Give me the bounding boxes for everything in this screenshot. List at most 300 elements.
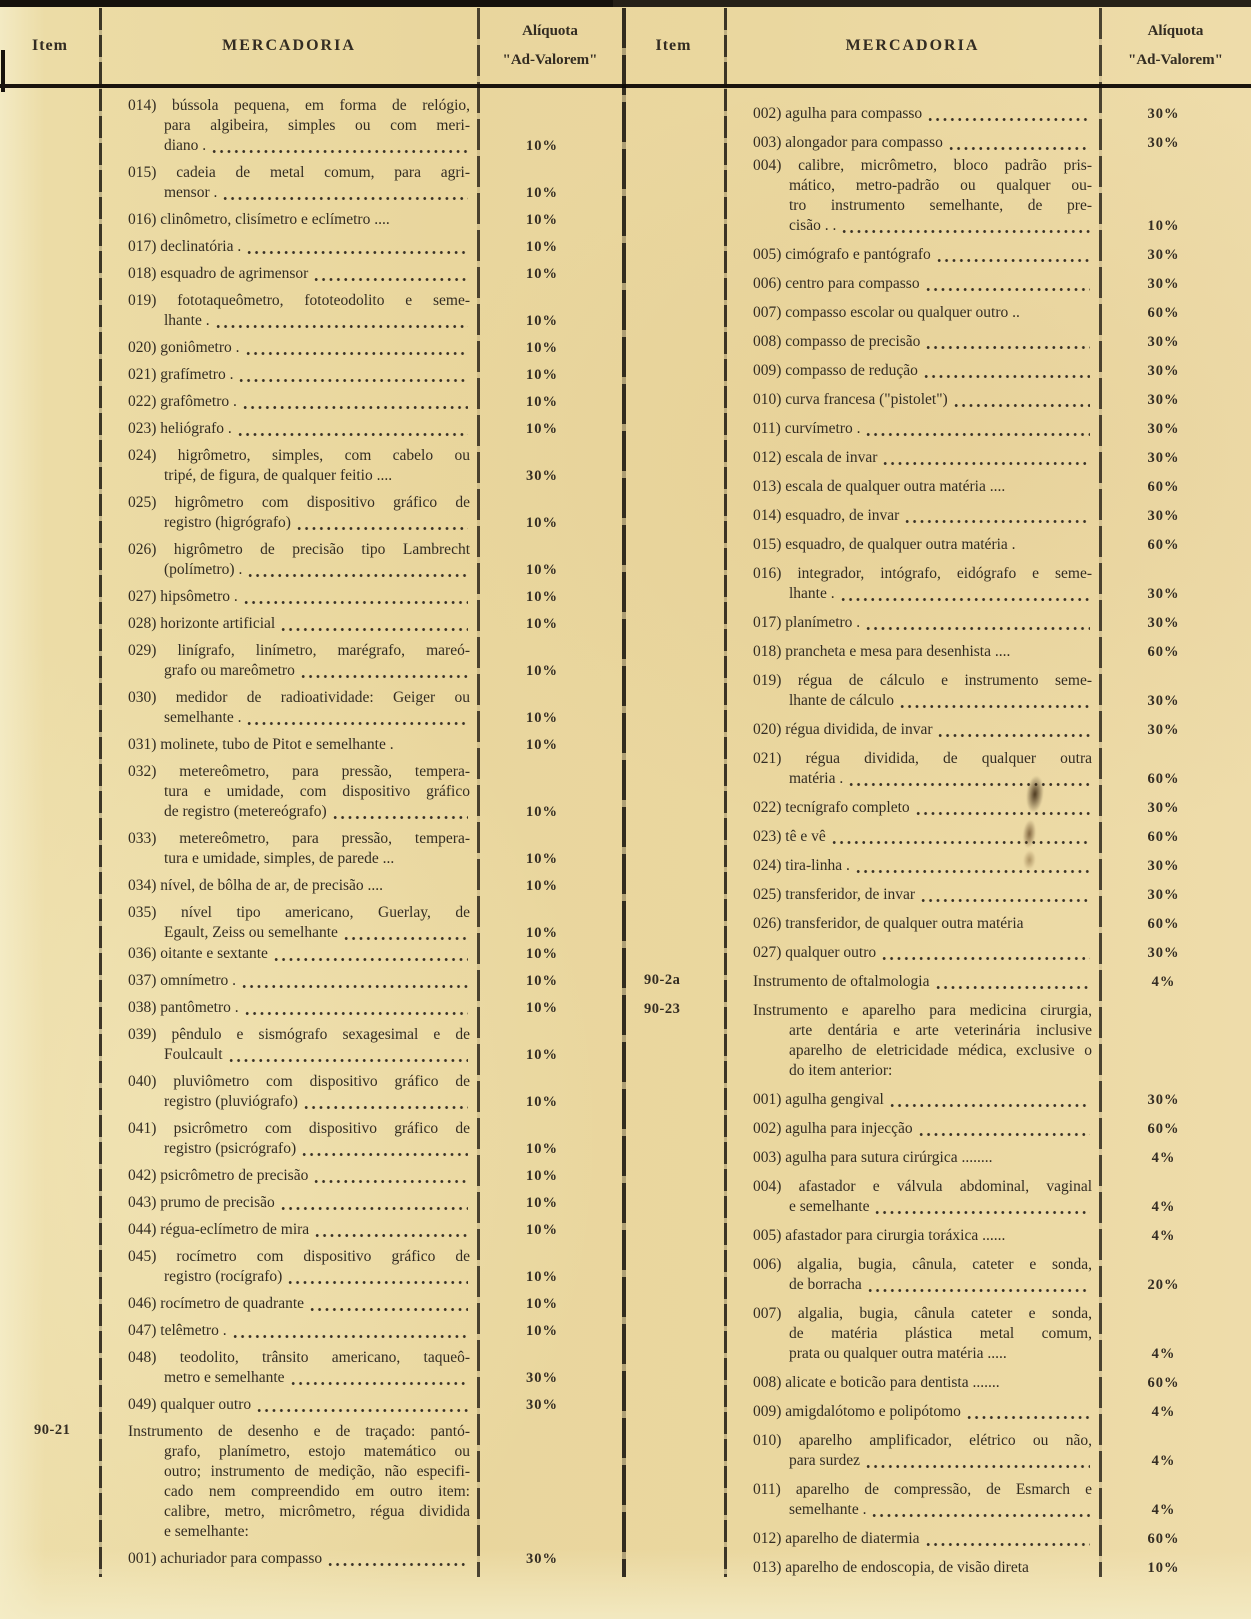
- rate-cell: 60%: [1147, 479, 1180, 495]
- rate-cell: 30%: [526, 468, 558, 484]
- dot-leader: [328, 1561, 468, 1568]
- mercadoria-line: outro; instrumento de medição, não especifi-: [164, 1463, 470, 1480]
- table-row: [0, 1549, 622, 1569]
- rate-cell: 10%: [526, 973, 558, 989]
- table-row: [0, 998, 622, 1018]
- table-row: [0, 446, 622, 486]
- mercadoria-cell: [100, 163, 478, 203]
- mercadoria-line: 039) pêndulo e sismógrafo sexagesimal e de: [128, 1026, 470, 1043]
- table-header-left: [0, 7, 622, 88]
- mercadoria-text: tura e umidade, simples, de parede ...: [164, 850, 395, 867]
- table-row: [0, 1166, 622, 1186]
- mercadoria-line: 041) psicrômetro com dispositivo gráfico de: [128, 1120, 470, 1137]
- rate-cell: 10%: [526, 515, 558, 531]
- column-header-aliquota: [478, 7, 622, 84]
- rate-cell: 30%: [1147, 106, 1180, 122]
- rate-cell: 30%: [1147, 800, 1180, 816]
- table-row: [0, 762, 622, 822]
- rate-cell: 10%: [526, 367, 558, 383]
- rate-cell: 30%: [1147, 450, 1180, 466]
- mercadoria-line: [128, 365, 470, 385]
- rate-cell: 30%: [1147, 858, 1180, 874]
- mercadoria-text: 020) régua dividida, de invar: [753, 721, 933, 738]
- mercadoria-cell: [725, 1529, 1100, 1549]
- dot-leader: [967, 1414, 1090, 1421]
- mercadoria-text: grafo ou mareômetro: [164, 662, 295, 679]
- mercadoria-text: 009) amigdalótomo e polipótomo: [753, 1403, 961, 1420]
- mercadoria-cell: [100, 365, 478, 385]
- mercadoria-line: 004) calibre, micrômetro, bloco padrão pris-: [753, 157, 1092, 174]
- mercadoria-line: [753, 1402, 1092, 1422]
- column-divider: [724, 8, 727, 1577]
- mercadoria-cell: [100, 1348, 478, 1388]
- mercadoria-text: 013) escala de qualquer outra matéria ....: [753, 478, 1006, 495]
- mercadoria-cell: [100, 1422, 478, 1542]
- dot-leader: [288, 1279, 468, 1286]
- table-row: [0, 338, 622, 358]
- rate-cell: 10%: [526, 589, 558, 605]
- table-row: [622, 156, 1251, 236]
- mercadoria-line: 016) integrador, intógrafo, eidógrafo e seme-: [753, 565, 1092, 582]
- mercadoria-line: [164, 1267, 470, 1287]
- mercadoria-line: [753, 720, 1092, 740]
- rate-cell: 60%: [1147, 771, 1180, 787]
- mercadoria-line: [753, 448, 1092, 468]
- dot-leader: [247, 249, 468, 256]
- rate-cell: 30%: [1147, 135, 1180, 151]
- mercadoria-line: [164, 311, 470, 331]
- rate-cell: 30%: [526, 1370, 558, 1386]
- mercadoria-line: 029) linígrafo, linímetro, marégrafo, mareó-: [128, 642, 470, 659]
- mercadoria-text: Egault, Zeiss ou semelhante: [164, 924, 338, 941]
- mercadoria-cell: [100, 264, 478, 284]
- table-row: [622, 1148, 1251, 1168]
- mercadoria-text: do item anterior:: [789, 1062, 893, 1079]
- mercadoria-cell: [100, 641, 478, 681]
- mercadoria-cell: [100, 419, 478, 439]
- dot-leader: [212, 148, 468, 155]
- dot-leader: [856, 868, 1090, 875]
- dot-leader: [245, 1010, 468, 1017]
- table-row: [0, 1193, 622, 1213]
- rate-cell: 30%: [1147, 1092, 1180, 1108]
- mercadoria-line: tura e umidade, com dispositivo gráfico: [164, 783, 470, 800]
- mercadoria-line: [753, 477, 1092, 497]
- mercadoria-line: [789, 1344, 1092, 1364]
- table-row: [0, 392, 622, 412]
- mercadoria-line: 021) régua dividida, de qualquer outra: [753, 750, 1092, 767]
- mercadoria-line: aparelho de eletricidade médica, exclusive o: [789, 1042, 1092, 1059]
- mercadoria-text: 003) alongador para compasso: [753, 134, 943, 151]
- dot-leader: [291, 1380, 468, 1387]
- mercadoria-text: 008) compasso de precisão: [753, 333, 921, 350]
- table-row: [622, 827, 1251, 847]
- table-row: [622, 274, 1251, 294]
- mercadoria-text: registro (rocígrafo): [164, 1268, 283, 1285]
- mercadoria-line: [164, 466, 470, 486]
- table-row: [0, 1220, 622, 1240]
- table-row: [622, 613, 1251, 633]
- rate-cell: 10%: [526, 804, 558, 820]
- dot-leader: [937, 257, 1090, 264]
- mercadoria-line: [753, 642, 1092, 662]
- rate-cell: 4%: [1151, 974, 1176, 990]
- mercadoria-line: [753, 1090, 1092, 1110]
- table-row: [0, 944, 622, 964]
- mercadoria-text: 031) molinete, tubo de Pitot e semelhante .: [128, 736, 394, 753]
- dot-leader: [233, 1333, 468, 1340]
- dot-leader: [302, 1151, 468, 1158]
- mercadoria-line: [128, 1549, 470, 1569]
- mercadoria-text: de registro (metereógrafo): [164, 803, 327, 820]
- rate-cell: 10%: [526, 1168, 558, 1184]
- mercadoria-line: [789, 1197, 1092, 1217]
- table-row: [622, 448, 1251, 468]
- mercadoria-text: 009) compasso de redução: [753, 362, 918, 379]
- rate-cell: 60%: [1147, 1531, 1180, 1547]
- dot-leader: [247, 720, 468, 727]
- mercadoria-line: [128, 264, 470, 284]
- mercadoria-text: 023) tê e vê: [753, 828, 826, 845]
- table-row: [622, 1255, 1251, 1295]
- mercadoria-text: 005) cimógrafo e pantógrafo: [753, 246, 931, 263]
- table-row: [0, 1025, 622, 1065]
- rate-cell: 30%: [1147, 887, 1180, 903]
- rate-cell: 10%: [526, 239, 558, 255]
- mercadoria-cell: [100, 1549, 478, 1569]
- mercadoria-line: [128, 392, 470, 412]
- rate-cell: 60%: [1147, 537, 1180, 553]
- section-row: [622, 1001, 1251, 1081]
- rate-cell: 10%: [526, 1269, 558, 1285]
- mercadoria-cell: [725, 332, 1100, 352]
- mercadoria-cell: [100, 614, 478, 634]
- mercadoria-cell: [100, 735, 478, 755]
- rate-cell: 60%: [1147, 1375, 1180, 1391]
- rate-cell: 4%: [1151, 1502, 1176, 1518]
- mercadoria-line: [753, 390, 1092, 410]
- table-row: [622, 506, 1251, 526]
- mercadoria-line: [753, 1226, 1092, 1246]
- mercadoria-text: e semelhante:: [164, 1523, 249, 1540]
- rate-cell: 4%: [1151, 1199, 1176, 1215]
- mercadoria-line: [164, 183, 470, 203]
- mercadoria-cell: [725, 419, 1100, 439]
- mercadoria-text: 018) esquadro de agrimensor: [128, 265, 309, 282]
- table-row: [622, 943, 1251, 963]
- mercadoria-line: [753, 885, 1092, 905]
- mercadoria-cell: [725, 1431, 1100, 1471]
- mercadoria-line: [753, 972, 1092, 992]
- mercadoria-line: 006) algalia, bugia, cânula, cateter e sonda,: [753, 1256, 1092, 1273]
- dot-leader: [229, 1057, 468, 1064]
- table-row: [0, 903, 622, 943]
- rate-cell: 10%: [526, 1323, 558, 1339]
- mercadoria-cell: [725, 885, 1100, 905]
- mercadoria-line: [789, 1451, 1092, 1471]
- mercadoria-text: metro e semelhante: [164, 1369, 285, 1386]
- table-row: [622, 1431, 1251, 1471]
- rate-cell: 20%: [1147, 1277, 1180, 1293]
- rate-cell: 30%: [1147, 693, 1180, 709]
- mercadoria-line: tro instrumento semelhante, de pre-: [789, 197, 1092, 214]
- table-row: [0, 735, 622, 755]
- dot-leader: [919, 1131, 1090, 1138]
- mercadoria-cell: [100, 1166, 478, 1186]
- mercadoria-line: de matéria plástica metal comum,: [789, 1325, 1092, 1342]
- table-row: [622, 671, 1251, 711]
- section-row: [622, 972, 1251, 992]
- mercadoria-text: tripé, de figura, de qualquer feitio ....: [164, 467, 393, 484]
- table-header-right: [622, 7, 1251, 88]
- mercadoria-text: 001) agulha gengival: [753, 1091, 884, 1108]
- dot-leader: [921, 897, 1090, 904]
- item-code-cell: 90-2a: [644, 972, 681, 988]
- table-row: [622, 856, 1251, 876]
- mercadoria-line: [164, 513, 470, 533]
- table-row: [622, 332, 1251, 352]
- rate-cell: 10%: [526, 1141, 558, 1157]
- mercadoria-text: 023) heliógrafo .: [128, 420, 232, 437]
- mercadoria-text: semelhante .: [789, 1501, 867, 1518]
- dot-leader: [866, 625, 1090, 632]
- mercadoria-line: [164, 849, 470, 869]
- dot-leader: [868, 1287, 1090, 1294]
- table-row: [0, 1119, 622, 1159]
- table-row: [622, 564, 1251, 604]
- dot-leader: [882, 955, 1090, 962]
- table-row: [0, 1321, 622, 1341]
- mercadoria-text: 027) hipsômetro .: [128, 588, 238, 605]
- mercadoria-text: 020) goniômetro .: [128, 339, 240, 356]
- aliquota-header-line2: "Ad-Valorem": [502, 51, 598, 68]
- mercadoria-text: 024) tira-linha .: [753, 857, 850, 874]
- mercadoria-line: [164, 1522, 470, 1542]
- mercadoria-text: 003) agulha para sutura cirúrgica ........: [753, 1149, 993, 1166]
- mercadoria-line: 032) metereômetro, para pressão, tempera-: [128, 763, 470, 780]
- mercadoria-line: [128, 944, 470, 964]
- aliquota-header-line1: Alíquota: [522, 22, 578, 39]
- rate-cell: 60%: [1147, 305, 1180, 321]
- dot-leader: [315, 1232, 468, 1239]
- mercadoria-cell: [725, 448, 1100, 468]
- mercadoria-line: [789, 216, 1092, 236]
- mercadoria-line: [128, 237, 470, 257]
- rate-cell: 10%: [526, 394, 558, 410]
- mercadoria-line: 015) cadeia de metal comum, para agri-: [128, 164, 470, 181]
- mercadoria-cell: [100, 1395, 478, 1415]
- dot-leader: [248, 572, 468, 579]
- mercadoria-line: [164, 1092, 470, 1112]
- mercadoria-line: [164, 661, 470, 681]
- mercadoria-cell: [100, 338, 478, 358]
- mercadoria-text: 005) afastador para cirurgia toráxica ......: [753, 1227, 1006, 1244]
- mercadoria-line: [753, 245, 1092, 265]
- mercadoria-line: [789, 1061, 1092, 1081]
- mercadoria-cell: [100, 1220, 478, 1240]
- dot-leader: [890, 1102, 1090, 1109]
- mercadoria-text: registro (higrógrafo): [164, 514, 291, 531]
- mercadoria-cell: [725, 564, 1100, 604]
- mercadoria-text: lhante de cálculo: [789, 692, 895, 709]
- rate-cell: 10%: [526, 421, 558, 437]
- rate-cell: 30%: [1147, 421, 1180, 437]
- rate-cell: 30%: [1147, 508, 1180, 524]
- mercadoria-line: 019) régua de cálculo e instrumento seme-: [753, 672, 1092, 689]
- dot-leader: [310, 1306, 468, 1313]
- mercadoria-cell: [100, 829, 478, 869]
- mercadoria-text: 028) horizonte artificial: [128, 615, 276, 632]
- dot-leader: [875, 1209, 1090, 1216]
- mercadoria-text: 034) nível, de bôlha de ar, de precisão ....: [128, 877, 384, 894]
- dot-leader: [926, 286, 1090, 293]
- mercadoria-cell: [725, 1001, 1100, 1081]
- mercadoria-line: [753, 914, 1092, 934]
- mercadoria-line: arte dentária e arte veterinária inclusive: [789, 1022, 1092, 1039]
- mercadoria-line: calibre, metro, micrômetro, régua dividida: [164, 1503, 470, 1520]
- mercadoria-cell: [725, 943, 1100, 963]
- mercadoria-cell: [725, 156, 1100, 236]
- column-divider: [1099, 8, 1102, 1577]
- table-row: [622, 361, 1251, 381]
- mercadoria-cell: [100, 1321, 478, 1341]
- table-row: [0, 96, 622, 156]
- dot-leader: [314, 276, 468, 283]
- rate-cell: 30%: [1147, 722, 1180, 738]
- table-row: [622, 1090, 1251, 1110]
- mercadoria-cell: [725, 303, 1100, 323]
- dot-leader: [244, 599, 468, 606]
- mercadoria-text: semelhante .: [164, 709, 242, 726]
- mercadoria-line: [753, 133, 1092, 153]
- mercadoria-cell: [725, 274, 1100, 294]
- table-row: [622, 1529, 1251, 1549]
- mercadoria-cell: [725, 506, 1100, 526]
- rate-cell: 60%: [1147, 1121, 1180, 1137]
- dot-leader: [883, 460, 1090, 467]
- mercadoria-text: 001) achuriador para compasso: [128, 1550, 323, 1567]
- dot-leader: [905, 518, 1090, 525]
- mercadoria-line: 024) higrômetro, simples, com cabelo ou: [128, 447, 470, 464]
- mercadoria-line: [789, 691, 1092, 711]
- table-row: [622, 133, 1251, 153]
- mercadoria-line: 011) aparelho de compressão, de Esmarch e: [753, 1481, 1092, 1498]
- mercadoria-line: [164, 1368, 470, 1388]
- mercadoria-line: [164, 708, 470, 728]
- rate-cell: 10%: [526, 313, 558, 329]
- mercadoria-line: [128, 1294, 470, 1314]
- mercadoria-line: [164, 802, 470, 822]
- mercadoria-text: 017) declinatória .: [128, 238, 242, 255]
- rate-cell: 30%: [1147, 615, 1180, 631]
- mercadoria-line: grafo, planímetro, estojo matemático ou: [164, 1443, 470, 1460]
- mercadoria-line: [753, 303, 1092, 323]
- mercadoria-line: 025) higrômetro com dispositivo gráfico de: [128, 494, 470, 511]
- table-row: [622, 798, 1251, 818]
- mercadoria-cell: [725, 1226, 1100, 1246]
- mercadoria-cell: [725, 535, 1100, 555]
- mercadoria-cell: [725, 720, 1100, 740]
- dot-leader: [242, 983, 468, 990]
- mercadoria-text: 002) agulha para injecção: [753, 1120, 913, 1137]
- section-row: [0, 1422, 622, 1542]
- mercadoria-cell: [100, 1193, 478, 1213]
- dot-leader: [924, 373, 1090, 380]
- dot-leader: [238, 431, 468, 438]
- mercadoria-line: [753, 613, 1092, 633]
- mercadoria-line: 014) bússola pequena, em forma de relógio,: [128, 97, 470, 114]
- rate-cell: 4%: [1151, 1453, 1176, 1469]
- mercadoria-line: [753, 419, 1092, 439]
- mercadoria-line: 035) nível tipo americano, Guerlay, de: [128, 904, 470, 921]
- mercadoria-line: [164, 136, 470, 156]
- rate-cell: 4%: [1151, 1228, 1176, 1244]
- table-row: [0, 419, 622, 439]
- mercadoria-cell: [100, 1025, 478, 1065]
- dot-leader: [866, 431, 1090, 438]
- rate-cell: 10%: [526, 185, 558, 201]
- mercadoria-text: 010) curva francesa ("pistolet"): [753, 391, 948, 408]
- rate-cell: 30%: [1147, 586, 1180, 602]
- mercadoria-cell: [725, 972, 1100, 992]
- mercadoria-cell: [100, 446, 478, 486]
- mercadoria-line: Instrumento de desenho e de traçado: pantó-: [128, 1423, 470, 1440]
- mercadoria-cell: [100, 587, 478, 607]
- dot-leader: [216, 323, 468, 330]
- mercadoria-cell: [100, 392, 478, 412]
- mercadoria-line: [753, 361, 1092, 381]
- dot-leader: [257, 1407, 468, 1414]
- mercadoria-line: [753, 1529, 1092, 1549]
- dot-leader: [926, 344, 1090, 351]
- mercadoria-cell: [725, 671, 1100, 711]
- mercadoria-cell: [100, 1119, 478, 1159]
- mercadoria-cell: [725, 104, 1100, 124]
- mercadoria-text: 026) transferidor, de qualquer outra matéria: [753, 915, 1024, 932]
- mercadoria-cell: [725, 1304, 1100, 1364]
- mercadoria-cell: [100, 1072, 478, 1112]
- rate-cell: 10%: [526, 266, 558, 282]
- column-header-mercadoria: MERCADORIA: [845, 36, 980, 54]
- aliquota-header-line2: "Ad-Valorem": [1128, 51, 1223, 68]
- dot-leader: [866, 1463, 1090, 1470]
- mercadoria-line: [753, 274, 1092, 294]
- mercadoria-cell: [100, 96, 478, 156]
- rate-cell: 30%: [1147, 247, 1180, 263]
- mercadoria-text: 012) aparelho de diatermia: [753, 1530, 920, 1547]
- mercadoria-line: [753, 104, 1092, 124]
- dot-leader: [223, 195, 468, 202]
- mercadoria-line: 048) teodolito, trânsito americano, taqueô-: [128, 1349, 470, 1366]
- mercadoria-text: lhante .: [789, 585, 835, 602]
- mercadoria-text: 017) planímetro .: [753, 614, 861, 631]
- mercadoria-text: 002) agulha para compasso: [753, 105, 923, 122]
- dot-leader: [936, 984, 1091, 991]
- rate-cell: 10%: [526, 663, 558, 679]
- mercadoria-text: 008) alicate e boticão para dentista .......: [753, 1374, 1000, 1391]
- mercadoria-cell: [725, 1119, 1100, 1139]
- mercadoria-line: [128, 1193, 470, 1213]
- mercadoria-text: e semelhante: [789, 1198, 870, 1215]
- table-row: [622, 104, 1251, 124]
- column-header-mercadoria: MERCADORIA: [222, 36, 356, 54]
- mercadoria-line: 010) aparelho amplificador, elétrico ou não,: [753, 1432, 1092, 1449]
- column-divider: [99, 8, 102, 1577]
- table-right-half: [622, 0, 1251, 1619]
- column-header-item: Item: [655, 36, 692, 54]
- mercadoria-cell: [725, 133, 1100, 153]
- table-row: [0, 1348, 622, 1388]
